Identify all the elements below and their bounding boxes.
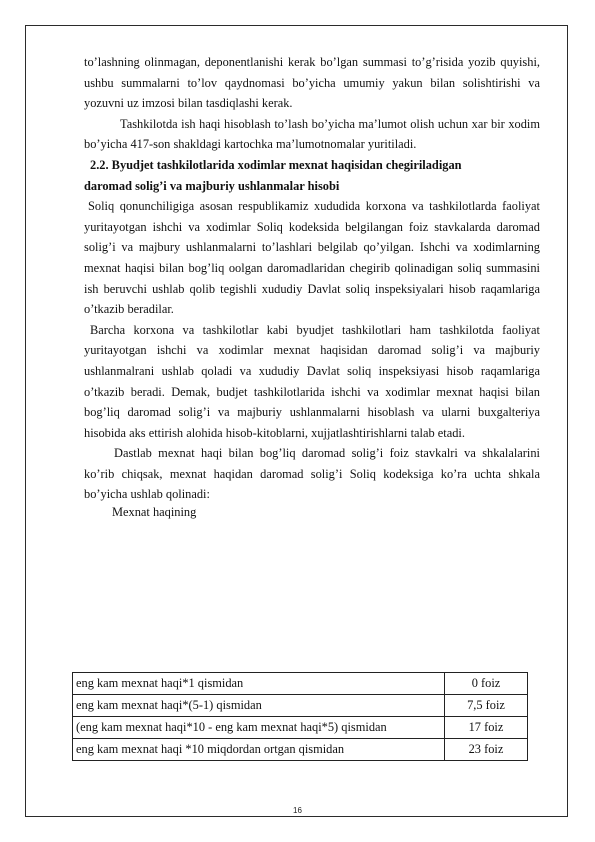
section-heading [84, 155, 540, 196]
tax-rate-table [72, 672, 528, 761]
document-body [84, 52, 540, 520]
table-row [73, 717, 528, 739]
table-row [73, 739, 528, 761]
paragraph-3: Soliq qonunchiligiga asosan respublikamiz xududida korxona va tashkilotlarda faoliyat yuritayotgan ishchi va xodimlar Soliq kodeksida belgilangan foiz stavkalarda daromad solig’i va majbury ushlanmalarni to’lashlari belgilab qo’yilgan. Ishchi va xodimlarning mexnat haqisi bilan bog’liq oolgan daromadlaridan chegirib qolinadigan soliq summasini ish beruvchi ushlab qolib tegishli xududiy Davlat soliq inspeksiyalari hisob raqamlariga o’tkazib beradilar. [84, 199, 540, 317]
paragraph-1: to’lashning olinmagan, deponentlanishi kerak bo’lgan summasi to’g’risida yozib quyishi, ushbu summalarni to’lov qaydnomasi bo’yicha umumiy yakun bilan solishtirishi va yozuvni uz imzosi bilan tasdiqlashi kerak. [84, 55, 540, 111]
income-range-cell: eng kam mexnat haqi*(5-1) qismidan [73, 695, 445, 717]
paragraph-5: Dastlab mexnat haqi bilan bog’liq daromad solig’i foiz stavkalri va shkalalarini ko’rib chiqsak, mexnat haqidan daromad solig’i Soliq kodeksiga ko’ra uchta shkala bo’yicha ushlab qolinadi: [84, 446, 540, 502]
paragraph-2: Tashkilotda ish haqi hisoblash to’lash bo’yicha ma’lumot olish uchun xar bir xodim bo’yicha 417-son shakldagi kartochka ma’lumotnomalar yuritiladi. [84, 116, 540, 152]
section-heading-line1: 2.2. Byudjet tashkilotlarida xodimlar mexnat haqisidan chegiriladigan [90, 157, 462, 172]
tax-rate-cell: 17 foiz [445, 717, 528, 739]
tax-rate-cell: 0 foiz [445, 673, 528, 695]
income-range-cell: eng kam mexnat haqi*1 qismidan [73, 673, 445, 695]
table-row [73, 673, 528, 695]
paragraph-4: Barcha korxona va tashkilotlar kabi byudjet tashkilotlari ham tashkilotda faoliyat yuritayotgan ishchi va xodimlar mexnat haqisidan daromad solig’i va majburiy ushlanmalrani ushlab qoladi va xududiy Davlat soliq inspeksiyasi hisob raqamlariga o’tkazib beradi. Demak, budjet tashkilotlarida ishchi va xodimlar mexnat haqisi bilan bog’liq daromad solig’i va majburiy ushlanmalarni hisoblash va ularni buxgalteriya hisobida aks ettirish alohida hisob-kitoblarni, xujjatlashtirishlarni talab etadi. [84, 322, 540, 440]
section-heading-line2: daromad solig’i va majburiy ushlanmalar hisobi [84, 178, 340, 193]
table-title: Mexnat haqining [112, 505, 197, 520]
income-range-cell: (eng kam mexnat haqi*10 - eng kam mexnat haqi*5) qismidan [73, 717, 445, 739]
page-number: 16 [293, 806, 302, 815]
tax-rate-cell: 7,5 foiz [445, 695, 528, 717]
income-range-cell: eng kam mexnat haqi *10 miqdordan ortgan qismidan [73, 739, 445, 761]
tax-rate-cell: 23 foiz [445, 739, 528, 761]
table-row [73, 695, 528, 717]
